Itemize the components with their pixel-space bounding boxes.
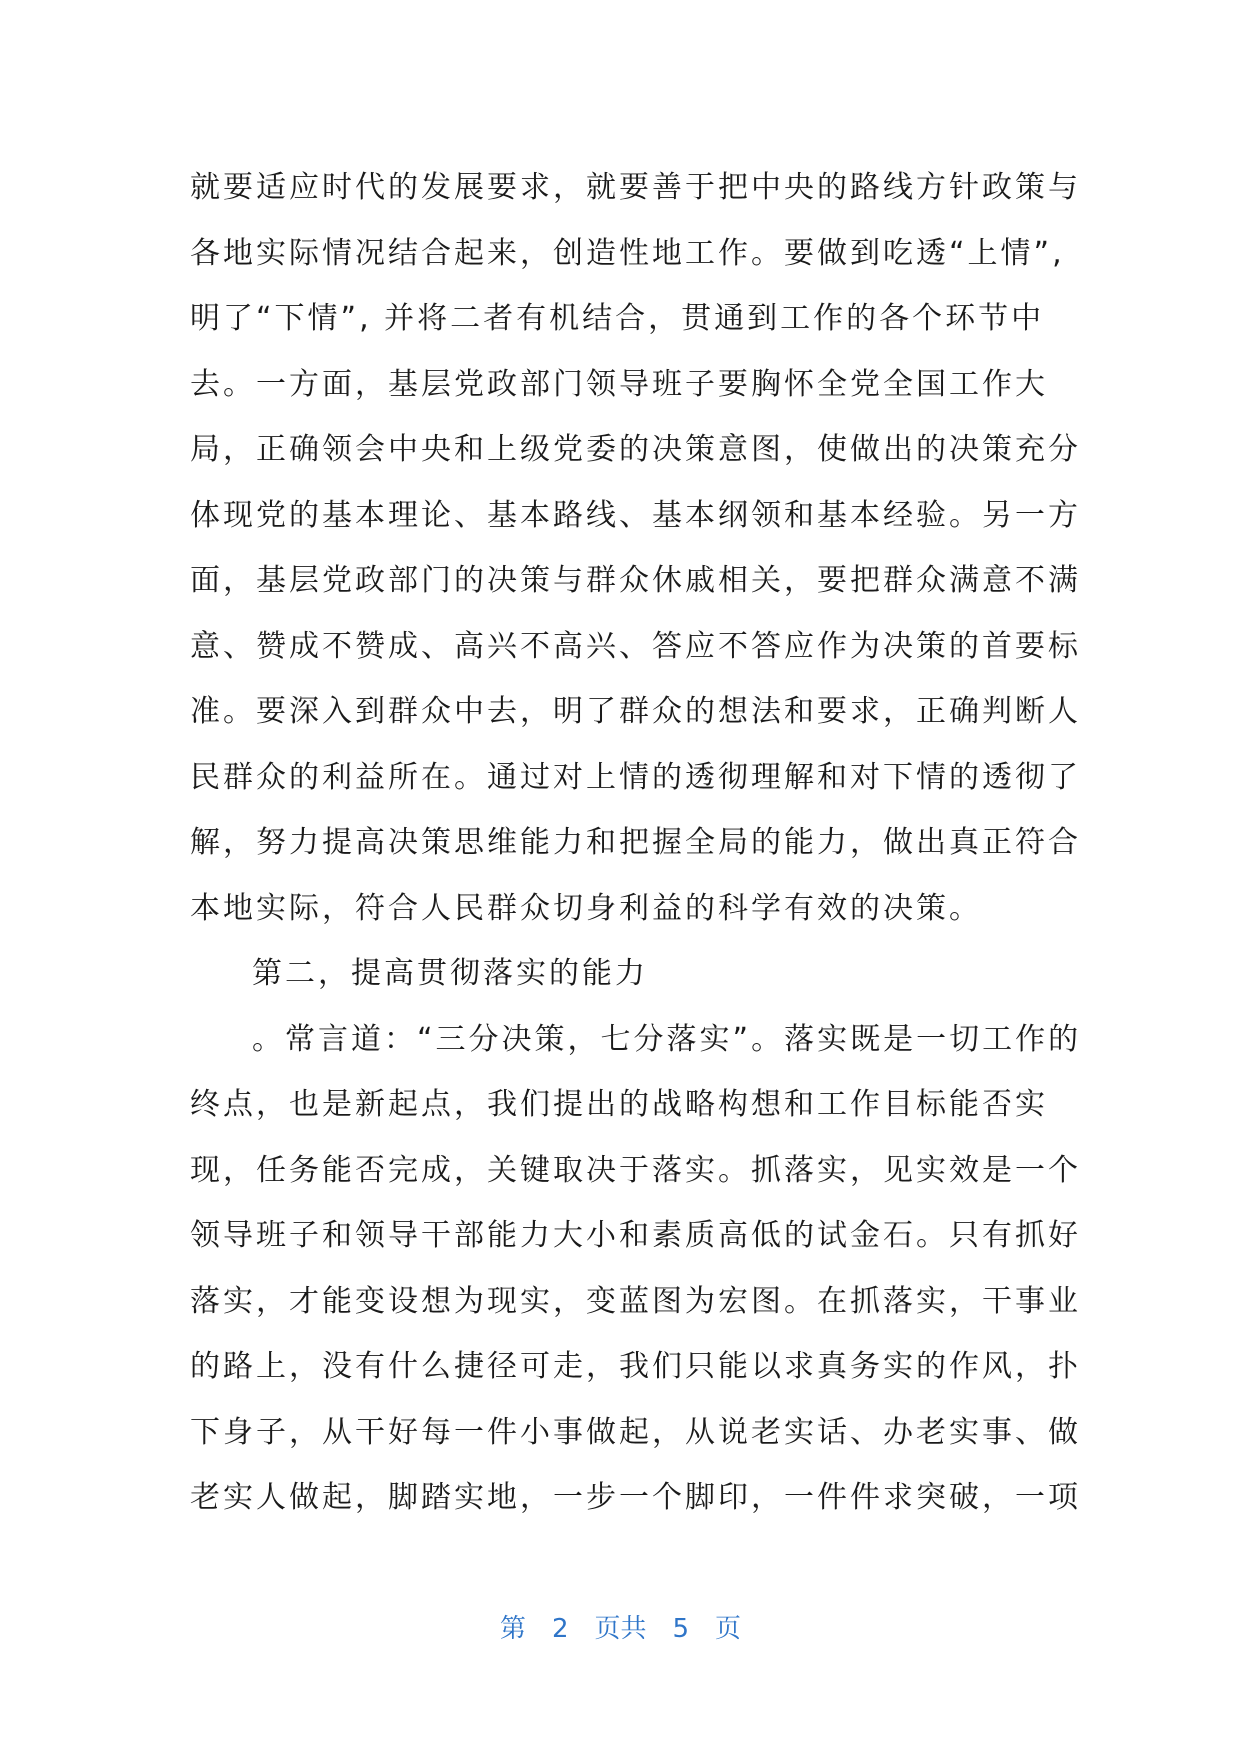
text-line: 面，基层党政部门的决策与群众休戚相关，要把群众满意不满 — [190, 563, 1081, 598]
text-line: 就要适应时代的发展要求，就要善于把中央的路线方针政策与 — [190, 170, 1081, 205]
footer-middle: 页共 — [594, 1614, 647, 1644]
text-line: 意、赞成不赞成、高兴不高兴、答应不答应作为决策的首要标 — [190, 628, 1081, 664]
text-line: 解，努力提高决策思维能力和把握全局的能力，做出真正符合 — [190, 825, 1081, 860]
text-line: 现，任务能否完成，关键取决于落实。抓落实，见实效是一个 — [190, 1152, 1081, 1188]
text-line: 去。一方面，基层党政部门领导班子要胸怀全党全国工作大 — [190, 366, 1048, 402]
text-line: 老实人做起，脚踏实地，一步一个脚印，一件件求突破，一项 — [190, 1480, 1081, 1515]
text-line: 。常言道：“三分决策，七分落实”。落实既是一切工作的 — [252, 1021, 1082, 1057]
section-heading: 第二，提高贯彻落实的能力 — [252, 956, 648, 991]
total-pages-number: 5 — [672, 1614, 690, 1644]
text-line: 局，正确领会中央和上级党委的决策意图，使做出的决策充分 — [190, 432, 1081, 467]
text-line: 终点，也是新起点，我们提出的战略构想和工作目标能否实 — [190, 1087, 1048, 1122]
text-line: 各地实际情况结合起来，创造性地工作。要做到吃透“上情”, — [190, 235, 1065, 271]
current-page-number: 2 — [551, 1614, 569, 1644]
text-line: 民群众的利益所在。通过对上情的透彻理解和对下情的透彻了 — [190, 759, 1081, 795]
footer-prefix: 第 — [499, 1614, 526, 1644]
text-line: 的路上，没有什么捷径可走，我们只能以求真务实的作风，扑 — [190, 1349, 1081, 1384]
text-line: 领导班子和领导干部能力大小和素质高低的试金石。只有抓好 — [190, 1218, 1081, 1253]
text-line: 体现党的基本理论、基本路线、基本纲领和基本经验。另一方 — [190, 497, 1081, 533]
text-line: 本地实际，符合人民群众切身利益的科学有效的决策。 — [190, 890, 982, 926]
text-line: 明了“下情”, 并将二者有机结合，贯通到工作的各个环节中 — [190, 301, 1045, 336]
footer-suffix: 页 — [715, 1614, 742, 1644]
page-footer — [0, 1608, 1241, 1645]
text-line: 落实，才能变设想为现实，变蓝图为宏图。在抓落实，干事业 — [190, 1283, 1081, 1319]
document-body — [190, 155, 1082, 1531]
text-line: 准。要深入到群众中去，明了群众的想法和要求，正确判断人 — [190, 694, 1081, 729]
text-line: 下身子，从干好每一件小事做起，从说老实话、办老实事、做 — [190, 1414, 1081, 1450]
